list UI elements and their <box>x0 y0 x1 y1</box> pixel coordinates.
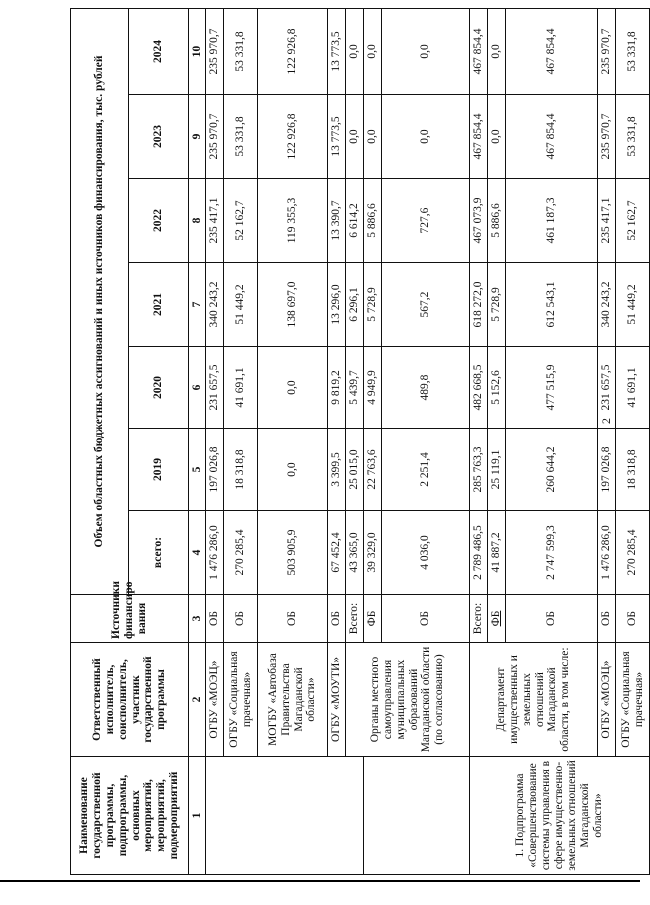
table-row <box>598 8 616 874</box>
header-name: Наименование государственной программы, подпрограммы, основных мероприятий, мероприятий, подмероприятий <box>71 757 189 875</box>
value-cell: 467 854,4 <box>470 95 488 179</box>
source-cell: ФБ <box>364 595 382 643</box>
value-cell: 18 318,8 <box>616 429 650 511</box>
value-cell: 13 773,5 <box>328 8 346 94</box>
value-cell: 67 452,4 <box>328 511 346 595</box>
value-cell: 5 728,9 <box>488 263 506 347</box>
empty-name-cell <box>364 757 470 875</box>
value-cell: 6 614,2 <box>346 179 364 263</box>
executor-cell: Органы местного самоуправления муниципальных образований Магаданской области (по согласованию) <box>346 643 470 757</box>
value-cell: 503 905,9 <box>258 511 328 595</box>
value-cell: 41 691,1 <box>224 347 258 429</box>
value-cell: 467 854,4 <box>506 8 598 94</box>
value-cell: 0,0 <box>488 95 506 179</box>
value-cell: 489,8 <box>382 347 470 429</box>
value-cell: 5 886,6 <box>488 179 506 263</box>
value-cell: 0,0 <box>364 8 382 94</box>
value-cell: 18 318,8 <box>224 429 258 511</box>
value-cell: 477 515,9 <box>506 347 598 429</box>
budget-table <box>70 8 650 875</box>
value-cell: 0,0 <box>364 95 382 179</box>
source-cell: ФБ <box>488 595 506 643</box>
value-cell: 22 763,6 <box>364 429 382 511</box>
value-cell: 53 331,8 <box>224 95 258 179</box>
table-row <box>346 8 364 874</box>
page-number: 2 <box>598 418 613 424</box>
value-cell: 567,2 <box>382 263 470 347</box>
value-cell: 235 970,7 <box>598 8 616 94</box>
footer-divider <box>0 880 640 882</box>
value-cell: 53 331,8 <box>224 8 258 94</box>
index-cell: 5 <box>189 429 206 511</box>
header-year: 2020 <box>129 347 189 429</box>
value-cell: 53 331,8 <box>616 8 650 94</box>
index-cell: 4 <box>189 511 206 595</box>
value-cell: 197 026,8 <box>206 429 224 511</box>
header-year: 2022 <box>129 179 189 263</box>
source-cell: Всего: <box>346 595 364 643</box>
value-cell: 0,0 <box>258 347 328 429</box>
table-row <box>616 8 650 874</box>
source-cell: ОБ <box>506 595 598 643</box>
value-cell: 235 417,1 <box>206 179 224 263</box>
value-cell: 13 390,7 <box>328 179 346 263</box>
value-cell: 5 152,6 <box>488 347 506 429</box>
executor-cell: ОГБУ «Социальная пpачечная» <box>224 643 258 757</box>
index-cell: 1 <box>189 757 206 875</box>
header-year: 2024 <box>129 8 189 94</box>
value-cell: 0,0 <box>488 8 506 94</box>
value-cell: 618 272,0 <box>470 263 488 347</box>
index-cell: 2 <box>189 643 206 757</box>
value-cell: 0,0 <box>346 95 364 179</box>
value-cell: 51 449,2 <box>616 263 650 347</box>
value-cell: 1 476 286,0 <box>598 511 616 595</box>
value-cell: 235 417,1 <box>598 179 616 263</box>
value-cell: 0,0 <box>382 95 470 179</box>
source-cell: ОБ <box>328 595 346 643</box>
value-cell: 9 819,2 <box>328 347 346 429</box>
value-cell: 231 657,5 <box>206 347 224 429</box>
value-cell: 52 162,7 <box>616 179 650 263</box>
table-row <box>470 8 488 874</box>
value-cell: 52 162,7 <box>224 179 258 263</box>
value-cell: 6 296,1 <box>346 263 364 347</box>
header-year: 2019 <box>129 429 189 511</box>
value-cell: 41 887,2 <box>488 511 506 595</box>
source-cell: ОБ <box>616 595 650 643</box>
source-cell: Всего: <box>470 595 488 643</box>
empty-name-cell <box>206 757 364 875</box>
value-cell: 467 854,4 <box>506 95 598 179</box>
executor-cell: ОГБУ «МОЭЦ» <box>598 643 616 757</box>
source-cell: ОБ <box>598 595 616 643</box>
value-cell: 122 926,8 <box>258 95 328 179</box>
value-cell: 3 399,5 <box>328 429 346 511</box>
value-cell: 197 026,8 <box>598 429 616 511</box>
value-cell: 612 543,1 <box>506 263 598 347</box>
value-cell: 13 773,5 <box>328 95 346 179</box>
index-row <box>189 8 206 874</box>
value-cell: 41 691,1 <box>616 347 650 429</box>
header-year: 2023 <box>129 95 189 179</box>
value-cell: 51 449,2 <box>224 263 258 347</box>
value-cell: 2 747 599,3 <box>506 511 598 595</box>
value-cell: 1 476 286,0 <box>206 511 224 595</box>
index-cell: 8 <box>189 179 206 263</box>
index-cell: 3 <box>189 595 206 643</box>
header-executor: Ответственный исполнитель, соисполнитель, участник государственной программы <box>71 643 189 757</box>
value-cell: 13 296,0 <box>328 263 346 347</box>
table-row <box>224 8 258 874</box>
value-cell: 5 728,9 <box>364 263 382 347</box>
value-cell: 235 970,7 <box>598 95 616 179</box>
header-total: всего: <box>129 511 189 595</box>
executor-cell: МОГБУ «Автобаза Правительства Магаданской области» <box>258 643 328 757</box>
rotated-table-container <box>70 9 645 875</box>
value-cell: 285 763,3 <box>470 429 488 511</box>
value-cell: 231 657,5 <box>598 347 616 429</box>
executor-cell: ОГБУ «МОУТИ» <box>328 643 346 757</box>
index-cell: 9 <box>189 95 206 179</box>
value-cell: 235 970,7 <box>206 95 224 179</box>
index-cell: 10 <box>189 8 206 94</box>
value-cell: 119 355,3 <box>258 179 328 263</box>
table-row <box>206 8 224 874</box>
value-cell: 461 187,3 <box>506 179 598 263</box>
value-cell: 727,6 <box>382 179 470 263</box>
value-cell: 340 243,2 <box>598 263 616 347</box>
value-cell: 25 119,1 <box>488 429 506 511</box>
value-cell: 260 644,2 <box>506 429 598 511</box>
source-cell: ОБ <box>206 595 224 643</box>
value-cell: 270 285,4 <box>616 511 650 595</box>
value-cell: 5 886,6 <box>364 179 382 263</box>
index-cell: 7 <box>189 263 206 347</box>
value-cell: 53 331,8 <box>616 95 650 179</box>
value-cell: 467 073,9 <box>470 179 488 263</box>
source-cell: ОБ <box>258 595 328 643</box>
value-cell: 39 329,0 <box>364 511 382 595</box>
executor-cell: ОГБУ «Социальная прачечная» <box>616 643 650 757</box>
value-cell: 138 697,0 <box>258 263 328 347</box>
executor-cell: ОГБУ «МОЭЦ» <box>206 643 224 757</box>
source-cell: ОБ <box>224 595 258 643</box>
header-year: 2021 <box>129 263 189 347</box>
index-cell: 6 <box>189 347 206 429</box>
header-source: Источники финансиро вания <box>71 595 189 643</box>
value-cell: 0,0 <box>258 429 328 511</box>
table-row <box>328 8 346 874</box>
value-cell: 270 285,4 <box>224 511 258 595</box>
value-cell: 2 251,4 <box>382 429 470 511</box>
value-cell: 2 789 486,5 <box>470 511 488 595</box>
value-cell: 0,0 <box>382 8 470 94</box>
value-cell: 4 036,0 <box>382 511 470 595</box>
executor-cell: Департамент имущественных и земельных отношений Магаданской области, в том числе: <box>470 643 598 757</box>
value-cell: 5 439,7 <box>346 347 364 429</box>
header-volume: Объем областных бюджетных ассигнований и иных источников финансирования, тыс. рублей <box>71 8 129 594</box>
value-cell: 482 668,5 <box>470 347 488 429</box>
value-cell: 467 854,4 <box>470 8 488 94</box>
value-cell: 235 970,7 <box>206 8 224 94</box>
source-cell: ОБ <box>382 595 470 643</box>
value-cell: 4 949,9 <box>364 347 382 429</box>
subprogram-name: 1. Подпрограмма «Совершенствование системы управления в сфере имущественно-земельных отношений Магаданской области» <box>470 757 650 875</box>
value-cell: 43 365,0 <box>346 511 364 595</box>
value-cell: 0,0 <box>346 8 364 94</box>
value-cell: 122 926,8 <box>258 8 328 94</box>
table-row <box>258 8 328 874</box>
value-cell: 340 243,2 <box>206 263 224 347</box>
value-cell: 25 015,0 <box>346 429 364 511</box>
